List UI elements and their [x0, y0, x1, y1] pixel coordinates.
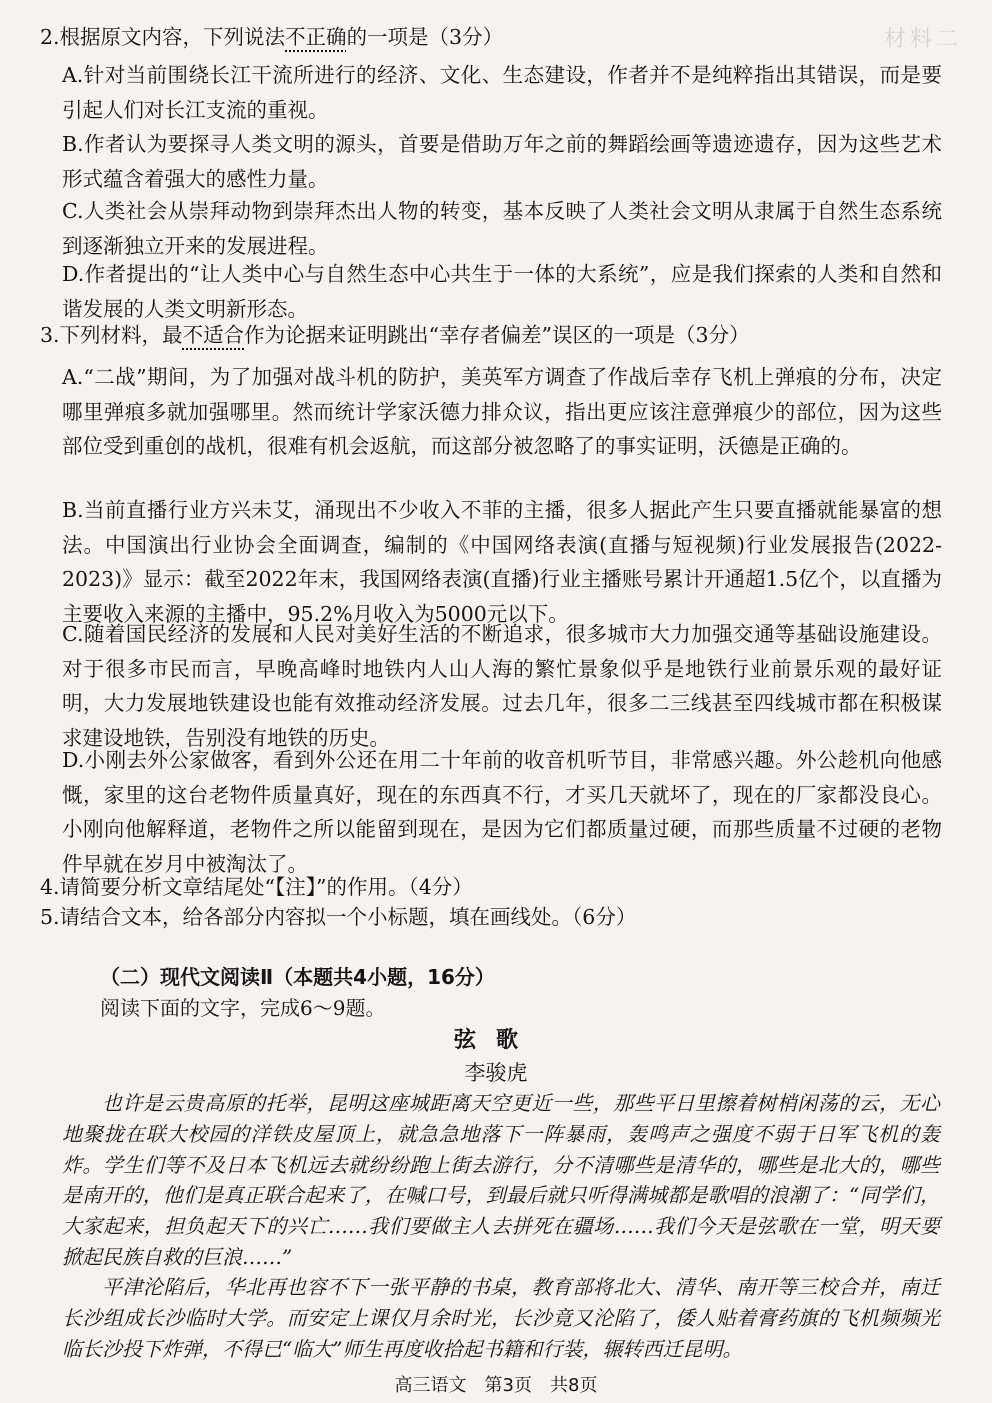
- option-text: 人类社会从崇拜动物到崇拜杰出人物的转变，基本反映了人类社会文明从隶属于自然生态系统到逐渐独立开来的发展进程。: [62, 199, 942, 258]
- question-3-option-d: [62, 743, 942, 881]
- option-text: 作者提出的“让人类中心与自然生态中心共生于一体的大系统”，应是我们探索的人类和自然和谐发展的人类文明新形态。: [62, 262, 942, 321]
- option-text: 小刚去外公家做客，看到外公还在用二十年前的收音机听节目，非常感兴趣。外公趁机向他感慨，家里的这台老物件质量真好，现在的东西真不行，才买几天就坏了，现在的厂家都没良心。小刚向他解释道，老物件之所以能留到现在，是因为它们都质量过硬，而那些质量不过硬的老物件早就在岁月中被淘汰了。: [62, 748, 942, 876]
- question-2-emphasis: [285, 25, 347, 49]
- question-2-option-b: [62, 127, 942, 196]
- question-2-emphasis-text: 不正确: [285, 25, 347, 49]
- question-2-option-c: [62, 194, 942, 263]
- question-3-stem-pre: 3.下列材料，最: [40, 323, 183, 347]
- article-paragraph-2: 平津沦陷后，华北再也容不下一张平静的书桌，教育部将北大、清华、南开等三校合并，南迁长沙组成长沙临时大学。而安定上课仅月余时光，长沙竟又沦陷了，倭人贴着膏药旗的飞机频频光临长沙投下炸弹，不得已“临大”师生再度收拾起书籍和行装，辗转西迁昆明。: [62, 1275, 940, 1361]
- option-text: 作者认为要探寻人类文明的源头，首要是借助万年之前的舞蹈绘画等遗迹遗存，因为这些艺术形式蕴含着强大的感性力量。: [62, 132, 942, 191]
- section-instruction: 阅读下面的文字，完成6～9题。: [100, 996, 386, 1020]
- option-text: 针对当前围绕长江干流所进行的经济、文化、生态建设，作者并不是纯粹指出其错误，而是要引起人们对长江支流的重视。: [62, 63, 942, 122]
- option-text: “二战”期间，为了加强对战斗机的防护，美英军方调查了作战后幸存飞机上弹痕的分布，决定哪里弹痕多就加强哪里。然而统计学家沃德力排众议，指出更应该注意弹痕少的部位，因为这些部位受到重创的战机，很难有机会返航，而这部分被忽略了的事实证明，沃德是正确的。: [62, 365, 942, 458]
- article-author: 李骏虎: [464, 1061, 528, 1085]
- question-2-stem-pre: 2.根据原文内容，下列说法: [40, 25, 286, 49]
- question-4: 4.请简要分析文章结尾处“【注】”的作用。（4分）: [40, 875, 473, 899]
- option-label: A.: [62, 365, 84, 389]
- question-3-option-b: [62, 493, 942, 631]
- option-label: D.: [62, 262, 85, 286]
- option-label: C.: [62, 622, 84, 646]
- question-3-stem-post: 作为论据来证明跳出“幸存者偏差”误区的一项是（3分）: [244, 323, 750, 347]
- section-heading: （二）现代文阅读Ⅱ（本题共4小题，16分）: [100, 965, 495, 989]
- option-label: B.: [62, 132, 84, 156]
- option-text: 当前直播行业方兴未艾，涌现出不少收入不菲的主播，很多人据此产生只要直播就能暴富的想法。中国演出行业协会全面调查，编制的《中国网络表演(直播与短视频)行业发展报告(2022-2023)》显示：截至2022年末，我国网络表演(直播)行业主播账号累计开通超1.5亿个，以直播为主要收入来源的主播中，95.2%月收入为5000元以下。: [62, 498, 942, 626]
- bleed-through-text: 材料二: [883, 27, 962, 52]
- question-5: 5.请结合文本，给各部分内容拟一个小标题，填在画线处。（6分）: [40, 905, 637, 929]
- option-label: D.: [62, 748, 85, 772]
- question-3-option-a: [62, 360, 942, 464]
- question-2-option-a: [62, 58, 942, 127]
- option-label: A.: [62, 63, 84, 87]
- question-3-option-c: [62, 617, 942, 755]
- question-2-stem-post: 的一项是（3分）: [346, 25, 504, 49]
- question-2-stem: [40, 22, 503, 52]
- question-3-emphasis-text: 不适合: [182, 323, 245, 347]
- article-title: 弦歌: [453, 1028, 538, 1053]
- option-text: 随着国民经济的发展和人民对美好生活的不断追求，很多城市大力加强交通等基础设施建设。对于很多市民而言，早晚高峰时地铁内人山人海的繁忙景象似乎是地铁行业前景乐观的最好证明，大力发展地铁建设也能有效推动经济发展。过去几年，很多二三线甚至四线城市都在积极谋求建设地铁，告别没有地铁的历史。: [62, 622, 942, 750]
- question-3-stem: [40, 320, 750, 350]
- page-footer: 高三语文 第3页 共8页: [394, 1375, 598, 1396]
- option-label: C.: [62, 199, 84, 223]
- option-label: B.: [62, 498, 84, 522]
- article-paragraph-1: 也许是云贵高原的托举，昆明这座城距离天空更近一些，那些平日里擦着树梢闲荡的云，无心地聚拢在联大校园的洋铁皮屋顶上，就急急地落下一阵暴雨，轰鸣声之强度不弱于日军飞机的轰炸。学生们等不及日本飞机远去就纷纷跑上街去游行，分不清哪些是清华的，哪些是北大的，哪些是南开的，他们是真正联合起来了，在喊口号，到最后就只听得满城都是歌唱的浪潮了：“同学们，大家起来，担负起天下的兴亡……我们要做主人去拼死在疆场……我们今天是弦歌在一堂，明天要掀起民族自救的巨浪……”: [62, 1091, 940, 1269]
- question-2-option-d: [62, 257, 942, 326]
